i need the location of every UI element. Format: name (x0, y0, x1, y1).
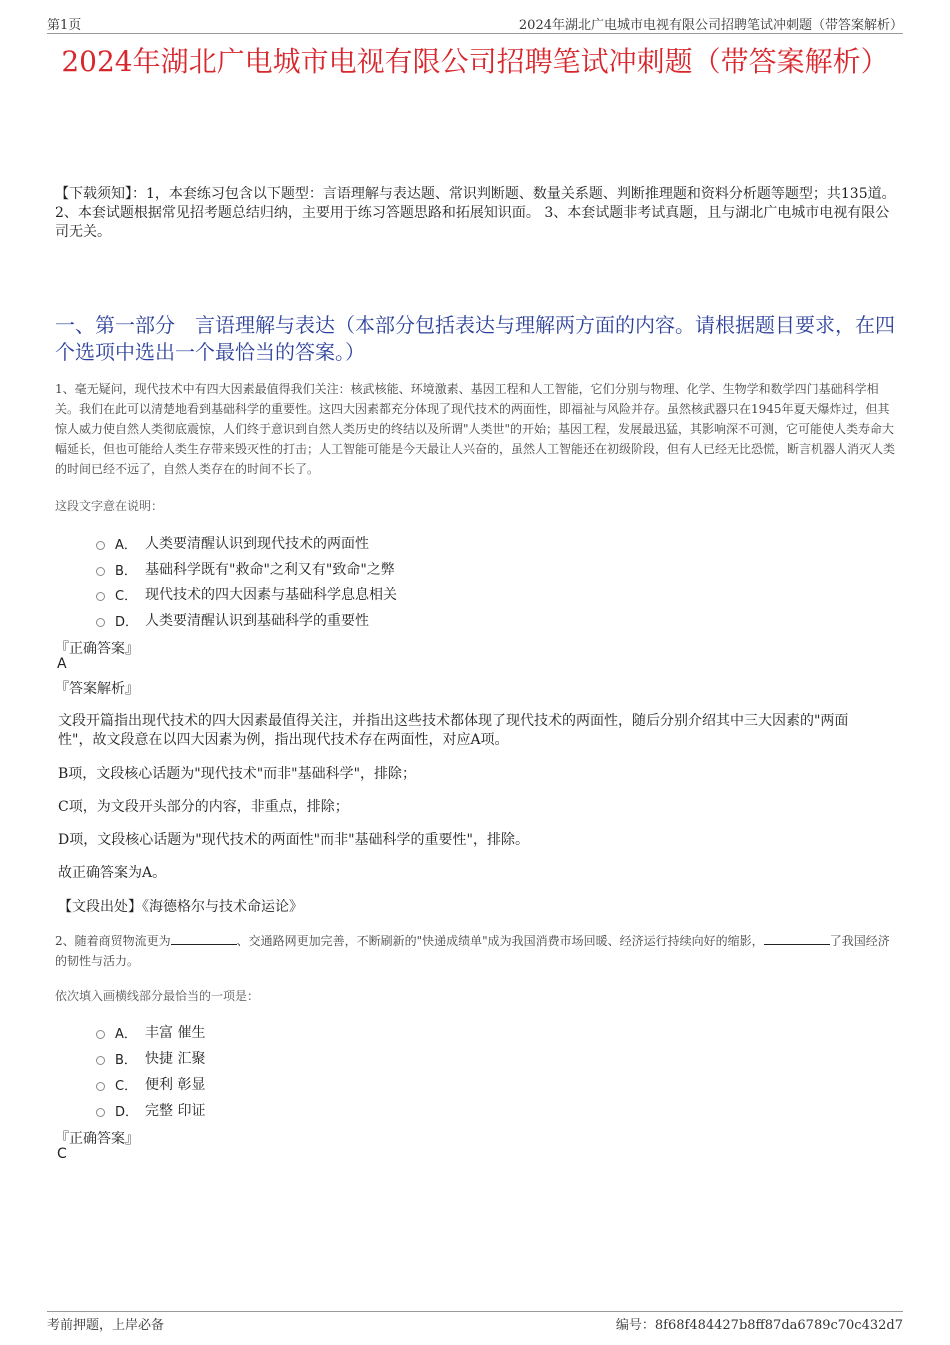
document-title: 2024年湖北广电城市电视有限公司招聘笔试冲刺题（带答案解析） (61, 45, 889, 78)
option-text: 便利 彰显 (145, 1077, 206, 1093)
question-2-answer-label: 『正确答案』 (55, 1131, 139, 1147)
radio-icon[interactable] (96, 592, 105, 601)
fill-blank (171, 932, 237, 945)
option-letter: D． (115, 1104, 139, 1120)
question-1-option-b[interactable] (96, 559, 395, 579)
stem-part: 了我国经济的韧性与活力。 (55, 934, 890, 968)
radio-icon[interactable] (96, 1030, 105, 1039)
radio-icon[interactable] (96, 1082, 105, 1091)
analysis-paragraph: B项，文段核心话题为"现代技术"而非"基础科学"，排除； (58, 766, 417, 782)
question-1-analysis-label: 『答案解析』 (55, 681, 139, 697)
option-text: 人类要清醒认识到现代技术的两面性 (145, 536, 369, 552)
document-id: 编号：8f68f484427b8ff87da6789c70c432d7 (615, 1318, 903, 1333)
radio-icon[interactable] (96, 1056, 105, 1065)
question-2-option-c[interactable] (96, 1074, 205, 1094)
option-text: 基础科学既有"救命"之利又有"致命"之弊 (145, 562, 395, 578)
option-letter: C． (115, 1078, 138, 1094)
option-text: 人类要清醒认识到基础科学的重要性 (145, 613, 369, 629)
question-1-option-a[interactable] (96, 533, 369, 553)
radio-icon[interactable] (96, 567, 105, 576)
option-text: 现代技术的四大因素与基础科学息息相关 (145, 587, 397, 603)
option-text: 快捷 汇聚 (145, 1051, 206, 1067)
analysis-paragraph: D项，文段核心话题为"现代技术的两面性"而非"基础科学的重要性"，排除。 (58, 832, 529, 848)
option-letter: A． (115, 537, 137, 553)
question-2-answer: C (57, 1146, 67, 1162)
analysis-paragraph: 故正确答案为A。 (58, 865, 167, 881)
stem-part: 、交通路网更加完善，不断刷新的"快递成绩单"成为我国消费市场回暖、经济运行持续向好的缩影， (236, 934, 764, 948)
option-letter: D． (115, 614, 139, 630)
page-number: 第1页 (47, 18, 82, 33)
header-divider (47, 33, 903, 34)
option-text: 丰富 催生 (145, 1025, 206, 1041)
fill-blank (764, 932, 830, 945)
analysis-paragraph: 文段开篇指出现代技术的四大因素最值得关注，并指出这些技术都体现了现代技术的两面性，随后分别介绍其中三大因素的"两面性"，故文段意在以四大因素为例，指出现代技术存在两面性，对应A项。 (58, 713, 849, 748)
section-heading: 一、第一部分 言语理解与表达（本部分包括表达与理解两方面的内容。请根据题目要求，在四个选项中选出一个最恰当的答案。） (55, 313, 895, 364)
footer-divider (47, 1311, 903, 1312)
question-2-option-a[interactable] (96, 1022, 205, 1042)
question-1-option-d[interactable] (96, 610, 369, 630)
download-notice: 【下载须知】：1，本套练习包含以下题型：言语理解与表达题、常识判断题、数量关系题、判断推理题和资料分析题等题型；共135道。 2、本套试题根据常见招考题总结归纳，主要用于练习答题思路和拓展知识面。 3、本套试题非考试真题，且与湖北广电城市电视有限公司无关。 (55, 186, 896, 240)
question-1-option-c[interactable] (96, 584, 397, 604)
analysis-paragraph: C项，为文段开头部分的内容，非重点，排除； (58, 799, 349, 815)
question-2-option-b[interactable] (96, 1048, 205, 1068)
running-header: 2024年湖北广电城市电视有限公司招聘笔试冲刺题（带答案解析） (518, 18, 903, 33)
radio-icon[interactable] (96, 541, 105, 550)
radio-icon[interactable] (96, 1108, 105, 1117)
radio-icon[interactable] (96, 618, 105, 627)
option-letter: B． (115, 563, 137, 579)
question-2-option-d[interactable] (96, 1100, 205, 1120)
passage-source: 【文段出处】《海德格尔与技术命运论》 (58, 899, 303, 915)
option-letter: C． (115, 588, 138, 604)
question-1-answer: A (57, 656, 67, 672)
question-1-stem: 1、毫无疑问，现代技术中有四大因素最值得我们关注：核武核能、环境激素、基因工程和人工智能，它们分别与物理、化学、生物学和数学四门基础科学相关。我们在此可以清楚地看到基础科学的重要性。这四大因素都充分体现了现代技术的两面性，即福祉与风险并存。虽然核武器只在1945年夏天爆炸过，但其惊人威力使自然人类彻底震惊，人们终于意识到自然人类历史的终结以及所谓"人类世"的开始；基因工程，发展最迅猛，其影响深不可测，它可能使人类寿命大幅延长，但也可能给人类生存带来毁灭性的打击；人工智能可能是今天最让人兴奋的，虽然人工智能还在初级阶段，但有人已经无比恐慌，断言机器人消灭人类的时间已经不远了，自然人类存在的时间不长了。 (55, 382, 896, 476)
question-2-prompt: 依次填入画横线部分最恰当的一项是： (55, 989, 260, 1003)
option-text: 完整 印证 (145, 1103, 206, 1119)
option-letter: B． (115, 1052, 137, 1068)
footer-slogan: 考前押题，上岸必备 (47, 1318, 165, 1333)
question-1-answer-label: 『正确答案』 (55, 641, 139, 657)
question-2-stem (55, 931, 900, 971)
question-1-prompt: 这段文字意在说明： (55, 499, 164, 513)
option-letter: A． (115, 1026, 137, 1042)
stem-part: 2、随着商贸物流更为 (55, 934, 171, 948)
